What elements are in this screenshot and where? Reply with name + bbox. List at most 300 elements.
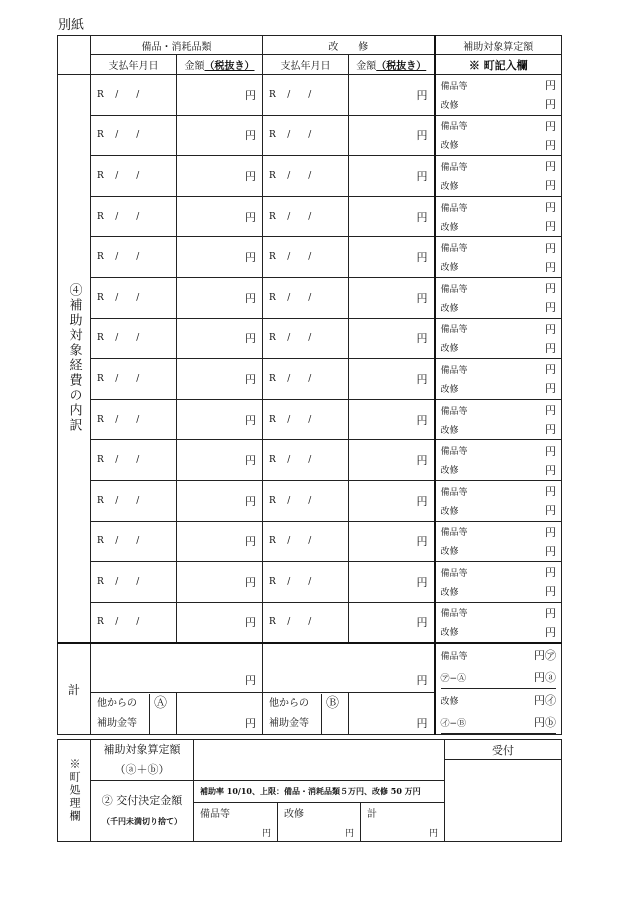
yen-unit: 円 — [545, 220, 556, 234]
equipment-date-input[interactable] — [91, 602, 177, 643]
date-slash: / — [308, 252, 312, 263]
yen-unit: 円 — [416, 717, 428, 731]
renovation-date-input[interactable] — [263, 359, 349, 400]
decision-total-cell — [361, 803, 445, 842]
yen-unit: 円 — [245, 291, 256, 305]
yen-unit: 円 — [545, 363, 556, 377]
date-slash: / — [136, 536, 140, 547]
renovation-date-input[interactable] — [263, 196, 349, 237]
calc-total-label — [91, 740, 194, 781]
yen-unit: 円 — [416, 251, 428, 265]
equipment-amount-input[interactable] — [177, 237, 263, 278]
calc-renovation-label: 改修 — [440, 141, 459, 152]
yen-unit: 円 — [245, 413, 256, 427]
renovation-date-input[interactable] — [263, 602, 349, 643]
renovation-amount-input[interactable] — [349, 75, 435, 116]
date-slash: / — [115, 130, 119, 141]
renovation-amount-input[interactable] — [349, 277, 435, 318]
expense-row — [58, 156, 562, 197]
date-slash: / — [136, 292, 140, 303]
calc-renovation-label: 改修 — [440, 181, 459, 192]
yen-unit: 円 — [545, 625, 556, 639]
expense-table — [57, 35, 562, 735]
date-slash: / — [308, 130, 312, 141]
calc-equipment-label: 備品等 — [440, 568, 468, 579]
era-label: R — [97, 292, 104, 303]
receipt-header: 受付 — [445, 740, 562, 760]
date-slash: / — [287, 211, 291, 222]
col-equipment: 備品等 — [200, 809, 230, 820]
renovation-date-input[interactable] — [263, 156, 349, 197]
date-slash: / — [136, 576, 140, 587]
col-renovation: 改修 — [284, 809, 304, 820]
yen-unit: 円 — [416, 332, 428, 346]
calc-note: ※ 町記入欄 — [435, 55, 562, 75]
date-slash: / — [115, 373, 119, 384]
expense-row — [58, 318, 562, 359]
era-label: R — [97, 617, 104, 628]
renovation-date-input[interactable] — [263, 440, 349, 481]
total-calc-value: 円㋑ — [534, 694, 556, 708]
yen-unit: 円 — [545, 341, 556, 355]
renovation-amount-input[interactable] — [349, 602, 435, 643]
expense-row — [58, 521, 562, 562]
yen-unit: 円 — [545, 444, 556, 458]
yen-unit: 円 — [245, 332, 256, 346]
date-slash: / — [287, 536, 291, 547]
yen-unit: 円 — [545, 463, 556, 477]
renovation-date-input[interactable] — [263, 75, 349, 116]
expense-row — [58, 75, 562, 116]
date-slash: / — [115, 495, 119, 506]
expense-row — [58, 602, 562, 643]
equipment-amount-input[interactable] — [177, 521, 263, 562]
other-label-2: 補助金等 — [269, 717, 309, 729]
yen-unit: 円 — [545, 119, 556, 133]
date-slash: / — [287, 617, 291, 628]
yen-unit: 円 — [545, 98, 556, 112]
calc-cell — [435, 359, 562, 400]
expense-row — [58, 440, 562, 481]
equipment-amount-input[interactable] — [177, 602, 263, 643]
yen-unit: 円 — [545, 241, 556, 255]
yen-unit: 円 — [416, 169, 428, 183]
equipment-group-header: 備品・消耗品類 — [91, 36, 263, 55]
total-calc-value: 円ⓐ — [534, 671, 556, 685]
renovation-amount-input[interactable] — [349, 521, 435, 562]
renovation-amount-input[interactable] — [349, 440, 435, 481]
yen-unit: 円 — [545, 423, 556, 437]
total-calc-label: 改修 — [440, 696, 459, 707]
calc-label-2: （ⓐ＋ⓑ） — [114, 763, 170, 776]
date-slash: / — [136, 455, 140, 466]
calc-renovation-label: 改修 — [440, 425, 459, 436]
date-slash: / — [115, 414, 119, 425]
era-label: R — [97, 211, 104, 222]
equipment-amount-input[interactable] — [177, 115, 263, 156]
era-label: R — [97, 455, 104, 466]
renovation-amount-input[interactable] — [349, 480, 435, 521]
total-calc-line — [441, 711, 557, 734]
decision-label: ② 交付決定金額 — [101, 794, 183, 807]
renovation-amount-input[interactable] — [349, 237, 435, 278]
equipment-date-input[interactable] — [91, 277, 177, 318]
era-label: R — [97, 373, 104, 384]
total-calc-label: 備品等 — [440, 651, 468, 662]
calc-cell — [435, 196, 562, 237]
amount-tax: （税抜き） — [376, 61, 427, 72]
page-label: 別紙 — [58, 18, 85, 33]
yen-unit: 円 — [416, 413, 428, 427]
date-slash: / — [287, 292, 291, 303]
date-slash: / — [115, 536, 119, 547]
equipment-amount-input[interactable] — [177, 196, 263, 237]
renovation-amount-header — [349, 55, 435, 75]
expense-row — [58, 480, 562, 521]
date-slash: / — [115, 252, 119, 263]
yen-unit: 円 — [416, 616, 428, 630]
calc-cell — [435, 440, 562, 481]
total-calc-line — [441, 644, 557, 666]
equipment-date-input[interactable] — [91, 480, 177, 521]
equipment-date-input[interactable] — [91, 562, 177, 603]
receipt-stamp-area — [445, 760, 562, 842]
date-slash: / — [308, 333, 312, 344]
date-slash: / — [308, 455, 312, 466]
amount-prefix: 金額 — [356, 61, 377, 72]
date-slash: / — [308, 211, 312, 222]
calc-cell — [435, 318, 562, 359]
breakdown-side-cell — [58, 75, 91, 643]
total-calc-label: ㋑−Ⓑ — [440, 718, 467, 729]
renovation-amount-input[interactable] — [349, 115, 435, 156]
equipment-date-input[interactable] — [91, 196, 177, 237]
equipment-amount-input[interactable] — [177, 399, 263, 440]
yen-unit: 円 — [261, 829, 271, 839]
date-slash: / — [308, 536, 312, 547]
equipment-date-input[interactable] — [91, 237, 177, 278]
date-slash: / — [115, 617, 119, 628]
yen-unit: 円 — [416, 535, 428, 549]
renovation-total-cell — [263, 643, 435, 693]
calc-cell — [435, 399, 562, 440]
era-label: R — [269, 170, 276, 181]
date-slash: / — [115, 89, 119, 100]
era-label: R — [97, 333, 104, 344]
renovation-date-input[interactable] — [263, 237, 349, 278]
era-label: R — [269, 373, 276, 384]
calc-equipment-label: 備品等 — [440, 122, 468, 133]
equipment-amount-input[interactable] — [177, 75, 263, 116]
calc-renovation-label: 改修 — [440, 506, 459, 517]
renovation-date-input[interactable] — [263, 115, 349, 156]
date-slash: / — [308, 373, 312, 384]
yen-unit: 円 — [416, 494, 428, 508]
date-slash: / — [136, 333, 140, 344]
yen-unit: 円 — [545, 566, 556, 580]
other-label-2: 補助金等 — [97, 717, 137, 729]
renovation-amount-input[interactable] — [349, 196, 435, 237]
equipment-amount-input[interactable] — [177, 562, 263, 603]
equipment-other-subsidy-value — [177, 693, 263, 735]
yen-unit: 円 — [245, 210, 256, 224]
era-label: R — [269, 89, 276, 100]
era-label: R — [97, 170, 104, 181]
yen-unit: 円 — [416, 454, 428, 468]
date-slash: / — [287, 252, 291, 263]
equipment-amount-input[interactable] — [177, 156, 263, 197]
date-slash: / — [115, 211, 119, 222]
calc-cell — [435, 277, 562, 318]
era-label: R — [269, 292, 276, 303]
calc-cell — [435, 115, 562, 156]
era-label: R — [269, 130, 276, 141]
era-label: R — [97, 576, 104, 587]
date-slash: / — [136, 211, 140, 222]
calc-equipment-label: 備品等 — [440, 81, 468, 92]
calc-renovation-label: 改修 — [440, 628, 459, 639]
yen-unit: 円 — [416, 575, 428, 589]
yen-unit: 円 — [245, 88, 256, 102]
equipment-amount-input[interactable] — [177, 318, 263, 359]
calc-equipment-label: 備品等 — [440, 609, 468, 620]
calc-renovation-label: 改修 — [440, 100, 459, 111]
date-slash: / — [136, 252, 140, 263]
equipment-amount-header — [177, 55, 263, 75]
renovation-amount-input[interactable] — [349, 156, 435, 197]
equipment-date-input[interactable] — [91, 156, 177, 197]
total-calc-line — [441, 689, 557, 711]
equipment-date-input[interactable] — [91, 440, 177, 481]
amount-prefix: 金額 — [184, 61, 205, 72]
equipment-date-input[interactable] — [91, 399, 177, 440]
date-slash: / — [308, 617, 312, 628]
yen-unit: 円 — [245, 372, 256, 386]
calc-renovation-label: 改修 — [440, 303, 459, 314]
yen-unit: 円 — [416, 210, 428, 224]
calc-cell — [435, 562, 562, 603]
rate-note: 補助率 10/10、上限：備品・消耗品類５万円、改修 50 万円 — [194, 781, 445, 803]
yen-unit: 円 — [545, 525, 556, 539]
era-label: R — [97, 89, 104, 100]
calc-renovation-label: 改修 — [440, 587, 459, 598]
yen-unit: 円 — [416, 674, 428, 688]
date-slash: / — [136, 89, 140, 100]
col-total: 計 — [367, 809, 377, 820]
yen-unit: 円 — [545, 79, 556, 93]
renovation-date-input[interactable] — [263, 562, 349, 603]
era-label: R — [269, 252, 276, 263]
date-slash: / — [136, 414, 140, 425]
decision-equipment-cell — [194, 803, 278, 842]
date-slash: / — [115, 292, 119, 303]
calc-equipment-label: 備品等 — [440, 528, 468, 539]
date-slash: / — [136, 495, 140, 506]
calc-equipment-label: 備品等 — [440, 487, 468, 498]
yen-unit: 円 — [416, 291, 428, 305]
era-label: R — [269, 617, 276, 628]
date-slash: / — [287, 576, 291, 587]
date-slash: / — [115, 576, 119, 587]
calc-cell — [435, 602, 562, 643]
yen-unit: 円 — [245, 169, 256, 183]
yen-unit: 円 — [545, 485, 556, 499]
yen-unit: 円 — [545, 160, 556, 174]
equipment-date-input[interactable] — [91, 75, 177, 116]
expense-row — [58, 237, 562, 278]
office-processing-table — [57, 739, 562, 842]
equipment-date-header: 支払年月日 — [91, 55, 177, 75]
yen-unit: 円 — [344, 829, 354, 839]
total-calc-cell — [435, 643, 562, 735]
yen-unit: 円 — [545, 504, 556, 518]
era-label: R — [97, 252, 104, 263]
renovation-amount-input[interactable] — [349, 318, 435, 359]
date-slash: / — [308, 414, 312, 425]
yen-unit: 円 — [245, 535, 256, 549]
era-label: R — [269, 211, 276, 222]
decision-renovation-cell — [278, 803, 361, 842]
yen-unit: 円 — [545, 544, 556, 558]
mark-b: Ⓑ — [326, 695, 340, 711]
date-slash: / — [308, 89, 312, 100]
calc-equipment-label: 備品等 — [440, 447, 468, 458]
expense-row — [58, 277, 562, 318]
yen-unit: 円 — [429, 829, 439, 839]
equipment-amount-input[interactable] — [177, 359, 263, 400]
yen-unit: 円 — [245, 717, 256, 731]
equipment-date-input[interactable] — [91, 115, 177, 156]
date-slash: / — [287, 333, 291, 344]
date-slash: / — [115, 333, 119, 344]
equipment-date-input[interactable] — [91, 318, 177, 359]
yen-unit: 円 — [245, 129, 256, 143]
date-slash: / — [136, 170, 140, 181]
yen-unit: 円 — [545, 585, 556, 599]
equipment-other-subsidy-label — [91, 693, 177, 735]
era-label: R — [269, 495, 276, 506]
other-label-1: 他からの — [97, 697, 137, 709]
yen-unit: 円 — [245, 494, 256, 508]
era-label: R — [269, 576, 276, 587]
calc-total-value — [194, 740, 445, 781]
calc-renovation-label: 改修 — [440, 466, 459, 477]
yen-unit: 円 — [416, 129, 428, 143]
expense-row — [58, 399, 562, 440]
date-slash: / — [287, 373, 291, 384]
calc-equipment-label: 備品等 — [440, 162, 468, 173]
total-calc-value: 円㋐ — [534, 649, 556, 663]
calc-equipment-label: 備品等 — [440, 325, 468, 336]
renovation-other-subsidy-value — [349, 693, 435, 735]
date-slash: / — [308, 292, 312, 303]
yen-unit: 円 — [545, 606, 556, 620]
calc-cell — [435, 237, 562, 278]
equipment-amount-input[interactable] — [177, 440, 263, 481]
calc-equipment-label: 備品等 — [440, 406, 468, 417]
era-label: R — [269, 414, 276, 425]
equipment-amount-input[interactable] — [177, 277, 263, 318]
decision-label-cell — [91, 781, 194, 842]
renovation-date-header: 支払年月日 — [263, 55, 349, 75]
renovation-amount-input[interactable] — [349, 562, 435, 603]
equipment-amount-input[interactable] — [177, 480, 263, 521]
date-slash: / — [136, 617, 140, 628]
yen-unit: 円 — [545, 301, 556, 315]
era-label: R — [269, 455, 276, 466]
yen-unit: 円 — [245, 454, 256, 468]
expense-row — [58, 115, 562, 156]
equipment-date-input[interactable] — [91, 521, 177, 562]
renovation-date-input[interactable] — [263, 277, 349, 318]
renovation-amount-input[interactable] — [349, 399, 435, 440]
office-side-cell — [58, 740, 91, 842]
date-slash: / — [287, 495, 291, 506]
yen-unit: 円 — [545, 322, 556, 336]
yen-unit: 円 — [545, 382, 556, 396]
yen-unit: 円 — [245, 251, 256, 265]
expense-row — [58, 562, 562, 603]
calc-renovation-label: 改修 — [440, 547, 459, 558]
expense-row — [58, 359, 562, 400]
yen-unit: 円 — [545, 138, 556, 152]
calc-renovation-label: 改修 — [440, 222, 459, 233]
calc-equipment-label: 備品等 — [440, 203, 468, 214]
amount-tax: （税抜き） — [204, 61, 255, 72]
yen-unit: 円 — [245, 674, 256, 688]
calc-renovation-label: 改修 — [440, 344, 459, 355]
expense-row — [58, 196, 562, 237]
calc-label-1: 補助対象算定額 — [103, 743, 181, 756]
date-slash: / — [136, 373, 140, 384]
renovation-date-input[interactable] — [263, 521, 349, 562]
breakdown-side-label: ④補助対象経費の内訳 — [66, 283, 82, 434]
calc-equipment-label: 備品等 — [440, 244, 468, 255]
decision-note: （千円未満切り捨て） — [102, 816, 182, 826]
era-label: R — [97, 536, 104, 547]
date-slash: / — [287, 130, 291, 141]
yen-unit: 円 — [545, 404, 556, 418]
era-label: R — [97, 414, 104, 425]
date-slash: / — [308, 576, 312, 587]
yen-unit: 円 — [245, 575, 256, 589]
era-label: R — [269, 536, 276, 547]
renovation-group-header: 改 修 — [263, 36, 435, 55]
date-slash: / — [287, 455, 291, 466]
renovation-amount-input[interactable] — [349, 359, 435, 400]
calc-cell — [435, 521, 562, 562]
date-slash: / — [308, 495, 312, 506]
renovation-date-input[interactable] — [263, 480, 349, 521]
calc-cell — [435, 156, 562, 197]
era-label: R — [97, 130, 104, 141]
date-slash: / — [287, 170, 291, 181]
renovation-other-subsidy-label — [263, 693, 349, 735]
date-slash: / — [308, 170, 312, 181]
calc-equipment-label: 備品等 — [440, 365, 468, 376]
calc-renovation-label: 改修 — [440, 263, 459, 274]
yen-unit: 円 — [545, 282, 556, 296]
total-calc-label: ㋐−Ⓐ — [440, 673, 467, 684]
calc-cell — [435, 480, 562, 521]
renovation-date-input[interactable] — [263, 399, 349, 440]
era-label: R — [97, 495, 104, 506]
calc-header: 補助対象算定額 — [435, 36, 562, 55]
equipment-total-cell — [91, 643, 263, 693]
renovation-date-input[interactable] — [263, 318, 349, 359]
yen-unit: 円 — [545, 260, 556, 274]
equipment-date-input[interactable] — [91, 359, 177, 400]
